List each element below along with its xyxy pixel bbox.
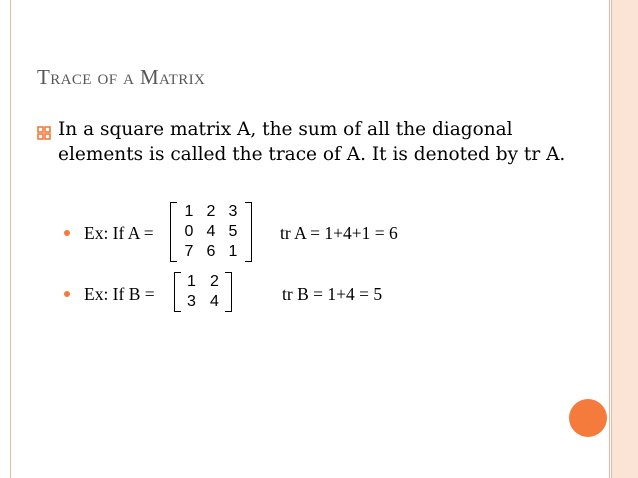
matrix-cell: 1	[184, 203, 194, 220]
matrix-cell: 1	[228, 243, 238, 260]
matrix-b	[174, 272, 232, 312]
matrix-cell: 4	[210, 293, 219, 310]
example-a-prefix: Ex: If A =	[84, 223, 154, 243]
decorative-circle	[569, 399, 607, 437]
matrix-row	[174, 272, 232, 292]
example-a-result: tr A = 1+4+1 = 6	[280, 223, 398, 243]
matrix-cell: 6	[206, 243, 216, 260]
slide-title: Trace of a Matrix	[37, 65, 206, 89]
matrix-cell: 2	[210, 273, 219, 290]
matrix-row	[170, 242, 252, 262]
matrix-row	[170, 222, 252, 242]
matrix-cell: 3	[187, 293, 196, 310]
matrix-cell: 1	[187, 273, 196, 290]
matrix-cell: 2	[206, 203, 216, 220]
matrix-row	[174, 292, 232, 312]
matrix-row	[170, 202, 252, 222]
dot-bullet-icon	[64, 230, 70, 236]
matrix-cell: 7	[184, 243, 194, 260]
matrix-cell: 5	[228, 223, 238, 240]
dot-bullet-icon	[64, 291, 70, 297]
band-divider	[611, 0, 612, 478]
example-b-prefix: Ex: If B =	[84, 284, 155, 304]
example-b-result: tr B = 1+4 = 5	[282, 284, 383, 304]
matrix-a	[170, 202, 252, 262]
matrix-cell: 4	[206, 223, 216, 240]
matrix-cell: 0	[184, 223, 194, 240]
matrix-cell: 3	[228, 203, 238, 220]
side-band	[611, 0, 638, 478]
square-bullet-icon	[37, 126, 51, 140]
definition-text: In a square matrix A, the sum of all the diagonal elements is called the trace of A. It is denoted by tr A.	[58, 119, 566, 165]
